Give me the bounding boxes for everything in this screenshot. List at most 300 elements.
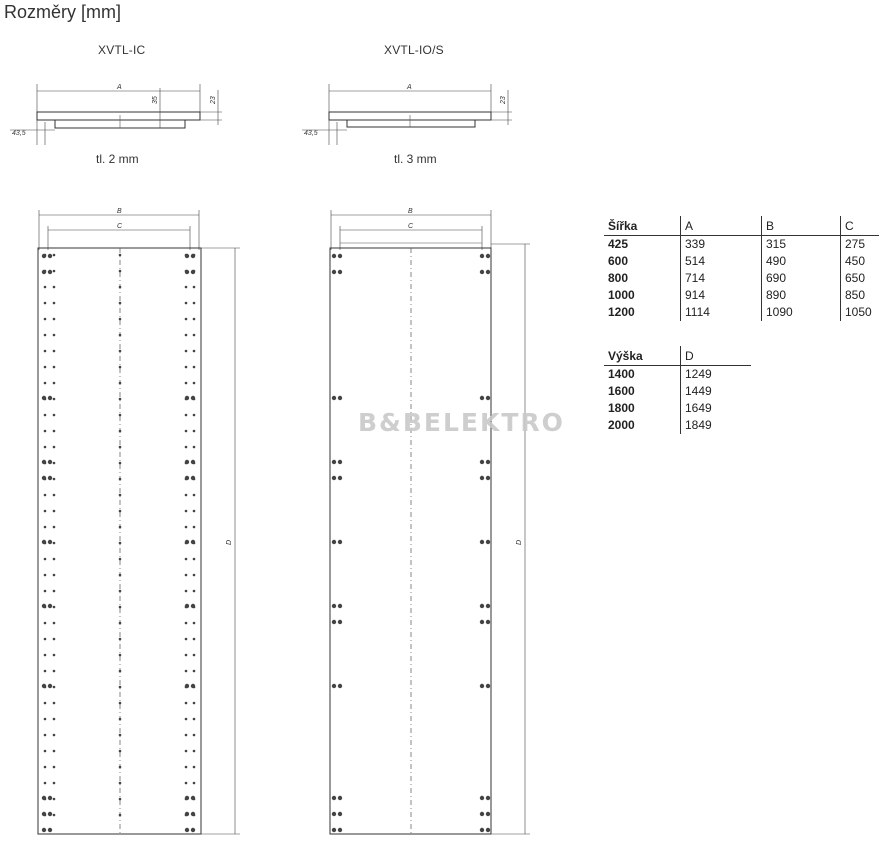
mounting-hole bbox=[486, 540, 490, 544]
mounting-hole bbox=[191, 460, 195, 464]
mounting-hole bbox=[191, 476, 195, 480]
mounting-hole bbox=[185, 812, 189, 816]
mounting-hole bbox=[119, 366, 122, 369]
mounting-hole bbox=[44, 430, 47, 433]
mounting-hole bbox=[486, 476, 490, 480]
table-cell: 1114 bbox=[681, 304, 762, 321]
dim-text-d-ios: D bbox=[516, 539, 523, 545]
mounting-hole bbox=[185, 750, 188, 753]
mounting-hole bbox=[53, 510, 56, 513]
mounting-hole bbox=[53, 574, 56, 577]
mounting-hole bbox=[119, 798, 122, 801]
mounting-hole bbox=[332, 460, 336, 464]
table-row bbox=[604, 236, 879, 254]
mounting-hole bbox=[48, 684, 52, 688]
mounting-hole bbox=[48, 540, 52, 544]
mounting-hole bbox=[119, 750, 122, 753]
mounting-hole bbox=[44, 718, 47, 721]
mounting-hole bbox=[53, 750, 56, 753]
mounting-hole bbox=[185, 604, 189, 608]
mounting-hole bbox=[48, 270, 52, 274]
profile-label-ic: XVTL-IC bbox=[98, 43, 146, 57]
mounting-hole bbox=[185, 334, 188, 337]
mounting-hole bbox=[480, 684, 484, 688]
mounting-hole bbox=[185, 350, 188, 353]
mounting-hole bbox=[44, 366, 47, 369]
watermark: B&BELEKTRO bbox=[358, 408, 565, 437]
mounting-hole bbox=[119, 734, 122, 737]
mounting-hole bbox=[191, 604, 195, 608]
mounting-hole bbox=[53, 782, 56, 785]
mounting-hole bbox=[338, 684, 342, 688]
mounting-hole bbox=[44, 574, 47, 577]
mounting-hole bbox=[53, 430, 56, 433]
mounting-hole bbox=[338, 828, 342, 832]
table-cell: 1050 bbox=[841, 304, 880, 321]
mounting-hole bbox=[53, 382, 56, 385]
mounting-hole bbox=[48, 476, 52, 480]
mounting-hole bbox=[332, 812, 336, 816]
mounting-hole bbox=[486, 620, 490, 624]
mounting-hole bbox=[53, 318, 56, 321]
table-row bbox=[604, 417, 751, 434]
mounting-hole bbox=[53, 334, 56, 337]
mounting-hole bbox=[42, 796, 46, 800]
front-panel-ic bbox=[38, 208, 240, 834]
mounting-hole bbox=[119, 782, 122, 785]
page-title: Rozměry [mm] bbox=[4, 2, 121, 22]
mounting-hole bbox=[119, 462, 122, 465]
mounting-hole bbox=[185, 558, 188, 561]
mounting-hole bbox=[119, 270, 122, 273]
profile-section-ios bbox=[302, 84, 512, 145]
dim-text-side-ic: 43,5 bbox=[12, 130, 26, 137]
mounting-hole bbox=[119, 446, 122, 449]
width-header-b: B bbox=[762, 216, 841, 236]
mounting-hole bbox=[119, 334, 122, 337]
mounting-hole bbox=[332, 540, 336, 544]
mounting-hole bbox=[53, 302, 56, 305]
mounting-hole bbox=[119, 350, 122, 353]
table-cell: 890 bbox=[762, 287, 841, 304]
height-header-d: D bbox=[681, 346, 752, 366]
table-row bbox=[604, 383, 751, 400]
mounting-hole bbox=[53, 478, 56, 481]
table-cell: 1000 bbox=[608, 288, 635, 302]
mounting-hole bbox=[44, 446, 47, 449]
width-table bbox=[604, 216, 879, 321]
mounting-hole bbox=[193, 430, 196, 433]
mounting-hole bbox=[44, 638, 47, 641]
table-cell: 1449 bbox=[681, 383, 752, 400]
table-row bbox=[604, 366, 751, 384]
mounting-hole bbox=[338, 540, 342, 544]
mounting-hole bbox=[193, 670, 196, 673]
mounting-hole bbox=[193, 302, 196, 305]
mounting-hole bbox=[53, 734, 56, 737]
mounting-hole bbox=[42, 460, 46, 464]
mounting-hole bbox=[193, 766, 196, 769]
table-cell: 1849 bbox=[681, 417, 752, 434]
mounting-hole bbox=[185, 796, 189, 800]
mounting-hole bbox=[119, 430, 122, 433]
mounting-hole bbox=[480, 476, 484, 480]
dim-text-c-ios: C bbox=[408, 223, 414, 230]
table-cell: 1600 bbox=[608, 384, 635, 398]
mounting-hole bbox=[119, 542, 122, 545]
mounting-hole bbox=[119, 590, 122, 593]
mounting-hole bbox=[338, 396, 342, 400]
table-cell: 914 bbox=[681, 287, 762, 304]
mounting-hole bbox=[53, 654, 56, 657]
mounting-hole bbox=[185, 782, 188, 785]
mounting-hole bbox=[119, 526, 122, 529]
mounting-hole bbox=[185, 638, 188, 641]
mounting-hole bbox=[119, 478, 122, 481]
height-table-header bbox=[604, 346, 751, 366]
mounting-hole bbox=[185, 382, 188, 385]
mounting-hole bbox=[185, 718, 188, 721]
mounting-hole bbox=[119, 574, 122, 577]
width-header-sirka: Šířka bbox=[604, 216, 681, 236]
mounting-hole bbox=[185, 540, 189, 544]
mounting-hole bbox=[193, 510, 196, 513]
mounting-hole bbox=[53, 350, 56, 353]
mounting-hole bbox=[480, 460, 484, 464]
mounting-hole bbox=[338, 270, 342, 274]
mounting-hole bbox=[332, 684, 336, 688]
mounting-hole bbox=[48, 460, 52, 464]
mounting-hole bbox=[42, 396, 46, 400]
mounting-hole bbox=[44, 734, 47, 737]
table-row bbox=[604, 287, 879, 304]
mounting-hole bbox=[193, 750, 196, 753]
mounting-hole bbox=[185, 414, 188, 417]
table-cell: 1649 bbox=[681, 400, 752, 417]
mounting-hole bbox=[185, 286, 188, 289]
mounting-hole bbox=[185, 590, 188, 593]
mounting-hole bbox=[44, 334, 47, 337]
mounting-hole bbox=[42, 684, 46, 688]
mounting-hole bbox=[193, 590, 196, 593]
mounting-hole bbox=[42, 254, 46, 258]
mounting-hole bbox=[338, 476, 342, 480]
mounting-hole bbox=[119, 670, 122, 673]
mounting-hole bbox=[42, 828, 46, 832]
mounting-hole bbox=[193, 494, 196, 497]
table-cell: 1200 bbox=[608, 305, 635, 319]
table-cell: 425 bbox=[608, 237, 629, 251]
mounting-hole bbox=[193, 366, 196, 369]
mounting-hole bbox=[193, 558, 196, 561]
mounting-hole bbox=[53, 606, 56, 609]
mounting-hole bbox=[53, 446, 56, 449]
mounting-hole bbox=[486, 812, 490, 816]
panel-holes-ic bbox=[42, 254, 196, 833]
mounting-hole bbox=[191, 812, 195, 816]
mounting-hole bbox=[480, 540, 484, 544]
mounting-hole bbox=[185, 476, 189, 480]
table-cell: 2000 bbox=[608, 418, 635, 432]
mounting-hole bbox=[332, 828, 336, 832]
dim-text-a-ic: A bbox=[117, 84, 122, 91]
dim-text-35: 35 bbox=[152, 96, 159, 104]
mounting-hole bbox=[53, 494, 56, 497]
mounting-hole bbox=[53, 286, 56, 289]
mounting-hole bbox=[44, 510, 47, 513]
table-cell: 1090 bbox=[762, 304, 841, 321]
mounting-hole bbox=[53, 366, 56, 369]
mounting-hole bbox=[53, 798, 56, 801]
thickness-label-ios: tl. 3 mm bbox=[394, 152, 437, 166]
mounting-hole bbox=[191, 684, 195, 688]
mounting-hole bbox=[48, 396, 52, 400]
height-table bbox=[604, 346, 751, 434]
dim-text-a-ios: A bbox=[407, 84, 412, 91]
mounting-hole bbox=[44, 702, 47, 705]
mounting-hole bbox=[53, 590, 56, 593]
mounting-hole bbox=[44, 526, 47, 529]
mounting-hole bbox=[119, 766, 122, 769]
mounting-hole bbox=[486, 254, 490, 258]
mounting-hole bbox=[119, 718, 122, 721]
mounting-hole bbox=[185, 366, 188, 369]
mounting-hole bbox=[48, 796, 52, 800]
mounting-hole bbox=[332, 604, 336, 608]
mounting-hole bbox=[53, 686, 56, 689]
mounting-hole bbox=[193, 638, 196, 641]
mounting-hole bbox=[193, 414, 196, 417]
mounting-hole bbox=[185, 254, 189, 258]
mounting-hole bbox=[480, 620, 484, 624]
mounting-hole bbox=[185, 574, 188, 577]
mounting-hole bbox=[53, 462, 56, 465]
mounting-hole bbox=[119, 254, 122, 257]
mounting-hole bbox=[193, 718, 196, 721]
mounting-hole bbox=[332, 476, 336, 480]
dim-text-d-ic: D bbox=[226, 539, 233, 545]
mounting-hole bbox=[185, 318, 188, 321]
dim-text-23-ios: 23 bbox=[500, 96, 507, 104]
table-cell: 315 bbox=[762, 236, 841, 254]
mounting-hole bbox=[185, 654, 188, 657]
mounting-hole bbox=[119, 606, 122, 609]
mounting-hole bbox=[119, 302, 122, 305]
mounting-hole bbox=[42, 270, 46, 274]
mounting-hole bbox=[53, 622, 56, 625]
mounting-hole bbox=[53, 558, 56, 561]
dim-text-23-ic: 23 bbox=[210, 96, 217, 104]
mounting-hole bbox=[44, 782, 47, 785]
mounting-hole bbox=[44, 350, 47, 353]
mounting-hole bbox=[338, 604, 342, 608]
mounting-hole bbox=[42, 604, 46, 608]
mounting-hole bbox=[185, 494, 188, 497]
mounting-hole bbox=[332, 270, 336, 274]
table-cell: 450 bbox=[841, 253, 880, 270]
mounting-hole bbox=[44, 622, 47, 625]
mounting-hole bbox=[42, 540, 46, 544]
mounting-hole bbox=[119, 654, 122, 657]
mounting-hole bbox=[185, 510, 188, 513]
table-row bbox=[604, 253, 879, 270]
mounting-hole bbox=[185, 302, 188, 305]
table-cell: 714 bbox=[681, 270, 762, 287]
mounting-hole bbox=[193, 734, 196, 737]
table-cell: 850 bbox=[841, 287, 880, 304]
table-row bbox=[604, 400, 751, 417]
width-table-header bbox=[604, 216, 879, 236]
mounting-hole bbox=[486, 684, 490, 688]
table-cell: 600 bbox=[608, 254, 629, 268]
mounting-hole bbox=[332, 796, 336, 800]
mounting-hole bbox=[44, 558, 47, 561]
mounting-hole bbox=[185, 766, 188, 769]
mounting-hole bbox=[185, 622, 188, 625]
mounting-hole bbox=[185, 684, 189, 688]
table-cell: 690 bbox=[762, 270, 841, 287]
table-cell: 1249 bbox=[681, 366, 752, 384]
mounting-hole bbox=[48, 604, 52, 608]
mounting-hole bbox=[48, 828, 52, 832]
mounting-hole bbox=[44, 302, 47, 305]
dim-text-b-ic: B bbox=[117, 208, 122, 215]
mounting-hole bbox=[480, 828, 484, 832]
mounting-hole bbox=[185, 460, 189, 464]
mounting-hole bbox=[53, 526, 56, 529]
mounting-hole bbox=[480, 254, 484, 258]
mounting-hole bbox=[53, 254, 56, 257]
mounting-hole bbox=[191, 828, 195, 832]
mounting-hole bbox=[193, 350, 196, 353]
mounting-hole bbox=[44, 494, 47, 497]
dim-text-c-ic: C bbox=[117, 223, 123, 230]
mounting-hole bbox=[42, 812, 46, 816]
mounting-hole bbox=[332, 396, 336, 400]
mounting-hole bbox=[185, 702, 188, 705]
height-header-vyska: Výška bbox=[604, 346, 681, 366]
profile-label-ios: XVTL-IO/S bbox=[384, 43, 444, 57]
mounting-hole bbox=[185, 396, 189, 400]
mounting-hole bbox=[44, 382, 47, 385]
mounting-hole bbox=[193, 526, 196, 529]
dim-text-b-ios: B bbox=[408, 208, 413, 215]
mounting-hole bbox=[185, 446, 188, 449]
mounting-hole bbox=[119, 686, 122, 689]
mounting-hole bbox=[193, 654, 196, 657]
table-row bbox=[604, 304, 879, 321]
table-cell: 514 bbox=[681, 253, 762, 270]
mounting-hole bbox=[480, 270, 484, 274]
mounting-hole bbox=[53, 814, 56, 817]
mounting-hole bbox=[44, 286, 47, 289]
mounting-hole bbox=[332, 254, 336, 258]
mounting-hole bbox=[338, 620, 342, 624]
mounting-hole bbox=[119, 398, 122, 401]
mounting-hole bbox=[119, 622, 122, 625]
mounting-hole bbox=[119, 382, 122, 385]
mounting-hole bbox=[48, 254, 52, 258]
mounting-hole bbox=[44, 750, 47, 753]
mounting-hole bbox=[119, 702, 122, 705]
mounting-hole bbox=[193, 574, 196, 577]
mounting-hole bbox=[53, 638, 56, 641]
table-cell: 339 bbox=[681, 236, 762, 254]
mounting-hole bbox=[338, 812, 342, 816]
thickness-label-ic: tl. 2 mm bbox=[96, 152, 139, 166]
table-cell: 1800 bbox=[608, 401, 635, 415]
table-cell: 490 bbox=[762, 253, 841, 270]
mounting-hole bbox=[193, 702, 196, 705]
table-cell: 1400 bbox=[608, 367, 635, 381]
mounting-hole bbox=[53, 270, 56, 273]
mounting-hole bbox=[185, 670, 188, 673]
mounting-hole bbox=[486, 604, 490, 608]
mounting-hole bbox=[48, 812, 52, 816]
mounting-hole bbox=[191, 396, 195, 400]
profile-section-ic bbox=[10, 84, 222, 145]
mounting-hole bbox=[338, 254, 342, 258]
mounting-hole bbox=[486, 460, 490, 464]
mounting-hole bbox=[185, 270, 189, 274]
mounting-hole bbox=[193, 782, 196, 785]
mounting-hole bbox=[480, 812, 484, 816]
mounting-hole bbox=[119, 286, 122, 289]
mounting-hole bbox=[119, 510, 122, 513]
mounting-hole bbox=[193, 286, 196, 289]
mounting-hole bbox=[193, 446, 196, 449]
mounting-hole bbox=[185, 526, 188, 529]
mounting-hole bbox=[486, 396, 490, 400]
mounting-hole bbox=[480, 796, 484, 800]
table-cell: 800 bbox=[608, 271, 629, 285]
mounting-hole bbox=[119, 814, 122, 817]
table-cell: 275 bbox=[841, 236, 880, 254]
mounting-hole bbox=[191, 270, 195, 274]
mounting-hole bbox=[44, 670, 47, 673]
mounting-hole bbox=[119, 494, 122, 497]
mounting-hole bbox=[185, 430, 188, 433]
mounting-hole bbox=[486, 270, 490, 274]
mounting-hole bbox=[193, 382, 196, 385]
mounting-hole bbox=[53, 542, 56, 545]
mounting-hole bbox=[486, 796, 490, 800]
dim-text-side-ios: 43,5 bbox=[304, 130, 318, 137]
mounting-hole bbox=[338, 460, 342, 464]
mounting-hole bbox=[338, 796, 342, 800]
table-row bbox=[604, 270, 879, 287]
mounting-hole bbox=[191, 254, 195, 258]
mounting-hole bbox=[53, 718, 56, 721]
mounting-hole bbox=[119, 414, 122, 417]
mounting-hole bbox=[191, 540, 195, 544]
mounting-hole bbox=[53, 702, 56, 705]
mounting-hole bbox=[53, 670, 56, 673]
mounting-hole bbox=[42, 476, 46, 480]
mounting-hole bbox=[119, 638, 122, 641]
mounting-hole bbox=[53, 398, 56, 401]
front-panel-ios bbox=[330, 208, 530, 834]
mounting-hole bbox=[185, 734, 188, 737]
width-header-c: C bbox=[841, 216, 880, 236]
mounting-hole bbox=[185, 828, 189, 832]
mounting-hole bbox=[480, 396, 484, 400]
mounting-hole bbox=[119, 558, 122, 561]
mounting-hole bbox=[480, 604, 484, 608]
mounting-hole bbox=[191, 796, 195, 800]
table-cell: 650 bbox=[841, 270, 880, 287]
mounting-hole bbox=[53, 414, 56, 417]
